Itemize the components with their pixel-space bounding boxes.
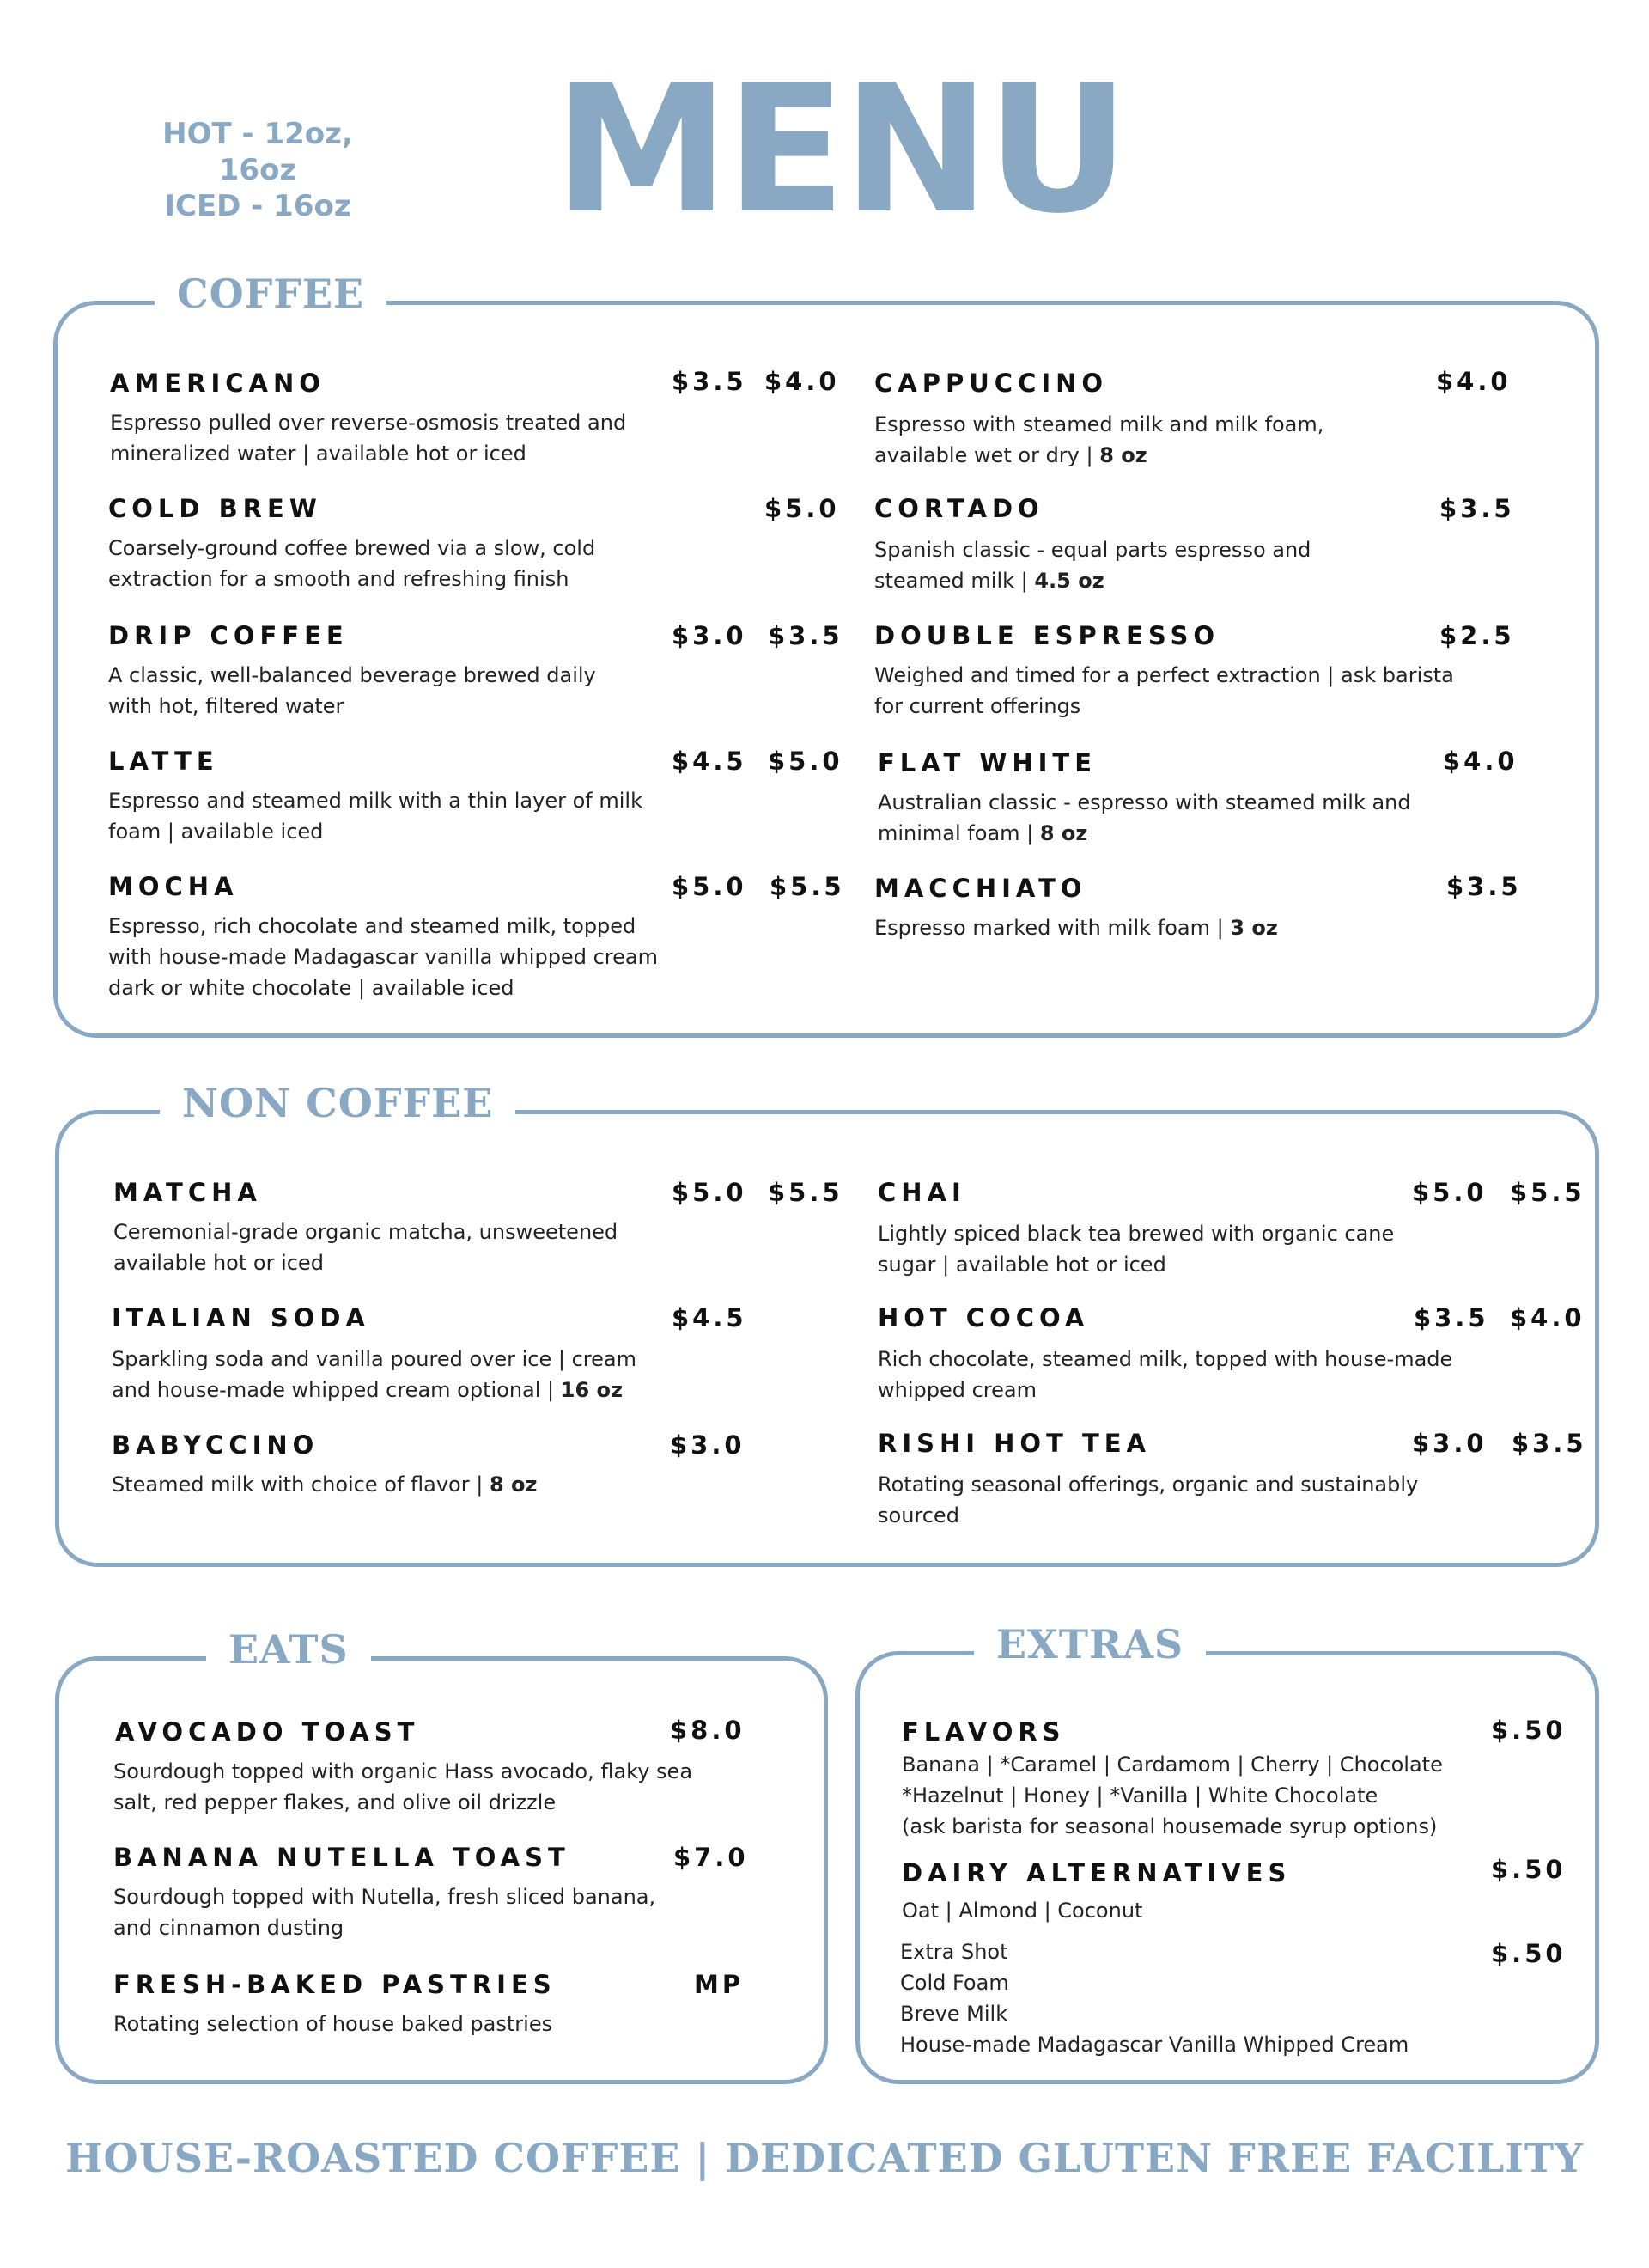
item-description-line: A classic, well-balanced beverage brewed daily: [108, 663, 596, 687]
item-name: ITALIAN SODA: [112, 1303, 370, 1332]
item-name: CHAI: [878, 1178, 966, 1207]
item-description-line: dark or white chocolate | available iced: [108, 976, 514, 1000]
item-price: $7.0: [673, 1843, 749, 1872]
item-price-small: $4.5: [672, 1303, 747, 1332]
item-description-line: Espresso with steamed milk and milk foam,: [874, 412, 1324, 436]
addon-item: House-made Madagascar Vanilla Whipped Cream: [900, 2033, 1409, 2057]
item-description-line: available hot or iced: [113, 1251, 324, 1275]
menu-title: MENU: [554, 48, 1127, 253]
item-description-line: Sourdough topped with organic Hass avocado, flaky sea: [113, 1759, 693, 1783]
eats-section-title: EATS: [206, 1625, 371, 1674]
item-name: FRESH-BAKED PASTRIES: [113, 1970, 557, 1999]
item-size: 8 oz: [1099, 443, 1147, 467]
item-price-large: $5.0: [764, 494, 840, 523]
item-description-line: Espresso pulled over reverse-osmosis treated and: [110, 411, 627, 435]
item-size: 8 oz: [489, 1472, 538, 1497]
extras-addons-price: $.50: [1491, 1939, 1567, 1968]
hot-sizes: HOT - 12oz, 16oz: [162, 117, 353, 187]
item-price: $3.5: [1446, 872, 1522, 901]
item-description-line: sourced: [878, 1503, 959, 1527]
extras-dairy-price: $.50: [1491, 1855, 1567, 1884]
item-name: RISHI HOT TEA: [878, 1429, 1152, 1458]
item-name: MACCHIATO: [874, 874, 1087, 903]
item-description-line: Lightly spiced black tea brewed with organic cane: [878, 1222, 1395, 1246]
item-price: $8.0: [670, 1716, 745, 1745]
item-price-small: $3.5: [672, 367, 747, 396]
item-description-line: and house-made whipped cream optional | 16 oz: [112, 1378, 623, 1402]
flavor-list-line: *Hazelnut | Honey | *Vanilla | White Chocolate: [902, 1783, 1378, 1808]
item-price: $3.5: [1439, 494, 1515, 523]
item-description-line: minimal foam | 8 oz: [878, 821, 1088, 845]
extras-flavors-name: FLAVORS: [902, 1717, 1066, 1747]
non-coffee-section-title: NON COFFEE: [160, 1079, 515, 1127]
item-description-line: whipped cream: [878, 1378, 1037, 1402]
item-price-small: $3.0: [672, 621, 747, 650]
item-description-line: Espresso marked with milk foam | 3 oz: [874, 916, 1278, 940]
item-name: CORTADO: [874, 494, 1044, 523]
item-description-line: steamed milk | 4.5 oz: [874, 569, 1104, 593]
item-size: 16 oz: [560, 1378, 623, 1402]
item-description-line: for current offerings: [874, 694, 1081, 718]
addon-item: Extra Shot: [900, 1940, 1008, 1964]
item-price: $2.5: [1439, 621, 1515, 650]
item-price-large: $5.5: [1510, 1178, 1585, 1207]
item-description-line: and cinnamon dusting: [113, 1916, 344, 1940]
item-description-line: Weighed and timed for a perfect extraction | ask barista: [874, 663, 1454, 687]
item-description-line: with house-made Madagascar vanilla whipped cream: [108, 945, 658, 969]
item-name: BABYCCINO: [112, 1430, 319, 1460]
coffee-section-title: COFFEE: [155, 270, 386, 318]
item-name: DOUBLE ESPRESSO: [874, 621, 1220, 650]
item-price: $4.0: [1443, 747, 1518, 776]
item-name: COLD BREW: [108, 494, 322, 523]
dairy-options: Oat | Almond | Coconut: [902, 1899, 1143, 1923]
item-price-small: $3.5: [1414, 1303, 1489, 1332]
item-price-large: $4.0: [764, 367, 840, 396]
item-description-line: Spanish classic - equal parts espresso and: [874, 538, 1311, 562]
item-size: 3 oz: [1230, 916, 1278, 940]
flavor-note: (ask barista for seasonal housemade syrup options): [902, 1814, 1438, 1838]
extras-flavors-price: $.50: [1491, 1716, 1567, 1745]
item-size: 4.5 oz: [1034, 569, 1104, 593]
item-description-line: Australian classic - espresso with steamed milk and: [878, 790, 1411, 814]
item-name: DRIP COFFEE: [108, 621, 349, 650]
item-description-line: Rich chocolate, steamed milk, topped with house-made: [878, 1347, 1453, 1371]
item-name: AVOCADO TOAST: [115, 1717, 420, 1747]
item-price-small: $5.0: [1412, 1178, 1488, 1207]
item-price-large: $5.5: [770, 872, 845, 901]
item-description-line: with hot, filtered water: [108, 694, 344, 718]
item-name: HOT COCOA: [878, 1303, 1090, 1332]
item-price-small: $3.0: [670, 1430, 745, 1460]
item-description-line: Ceremonial-grade organic matcha, unsweetened: [113, 1220, 618, 1244]
item-price: $4.0: [1436, 367, 1512, 396]
item-price-large: $4.0: [1510, 1303, 1585, 1332]
addon-item: Breve Milk: [900, 2002, 1008, 2026]
item-price-large: $5.5: [768, 1178, 843, 1207]
item-description-line: Rotating seasonal offerings, organic and sustainably: [878, 1472, 1419, 1497]
item-price-small: $4.5: [672, 747, 747, 776]
flavor-list-line: Banana | *Caramel | Cardamom | Cherry | Chocolate: [902, 1753, 1443, 1777]
item-size: 8 oz: [1039, 821, 1088, 845]
item-price: MP: [694, 1970, 745, 1999]
item-description-line: Coarsely-ground coffee brewed via a slow, cold: [108, 536, 596, 560]
item-name: MOCHA: [108, 872, 239, 901]
item-name: AMERICANO: [110, 369, 326, 398]
item-price-large: $5.0: [768, 747, 843, 776]
item-name: LATTE: [108, 747, 219, 776]
item-description-line: extraction for a smooth and refreshing finish: [108, 567, 569, 591]
item-description-line: Espresso and steamed milk with a thin layer of milk: [108, 789, 642, 813]
extras-dairy-name: DAIRY ALTERNATIVES: [902, 1858, 1292, 1887]
item-description-line: foam | available iced: [108, 820, 324, 844]
item-name: BANANA NUTELLA TOAST: [113, 1843, 570, 1872]
iced-sizes: ICED - 16oz: [164, 189, 351, 223]
item-description-line: Sourdough topped with Nutella, fresh sliced banana,: [113, 1885, 656, 1909]
item-price-small: $3.0: [1412, 1429, 1488, 1458]
item-price-small: $5.0: [672, 1178, 747, 1207]
item-price-small: $5.0: [672, 872, 747, 901]
item-description-line: mineralized water | available hot or iced: [110, 442, 526, 466]
item-description-line: sugar | available hot or iced: [878, 1253, 1166, 1277]
extras-section-title: EXTRAS: [974, 1620, 1206, 1668]
item-description-line: available wet or dry | 8 oz: [874, 443, 1147, 467]
item-price-large: $3.5: [768, 621, 843, 650]
addon-item: Cold Foam: [900, 1971, 1009, 1995]
item-name: CAPPUCCINO: [874, 369, 1109, 398]
item-price-large: $3.5: [1512, 1429, 1587, 1458]
size-info: [120, 116, 395, 224]
item-description-line: Steamed milk with choice of flavor | 8 oz: [112, 1472, 538, 1497]
footer-tagline: HOUSE-ROASTED COFFEE | DEDICATED GLUTEN FREE FACILITY: [65, 2135, 1584, 2181]
item-name: MATCHA: [113, 1178, 262, 1207]
item-description-line: Sparkling soda and vanilla poured over ice | cream: [112, 1347, 636, 1371]
item-description-line: Rotating selection of house baked pastries: [113, 2012, 553, 2036]
item-name: FLAT WHITE: [878, 748, 1097, 777]
item-description-line: Espresso, rich chocolate and steamed milk, topped: [108, 914, 636, 938]
item-description-line: salt, red pepper flakes, and olive oil drizzle: [113, 1790, 557, 1814]
